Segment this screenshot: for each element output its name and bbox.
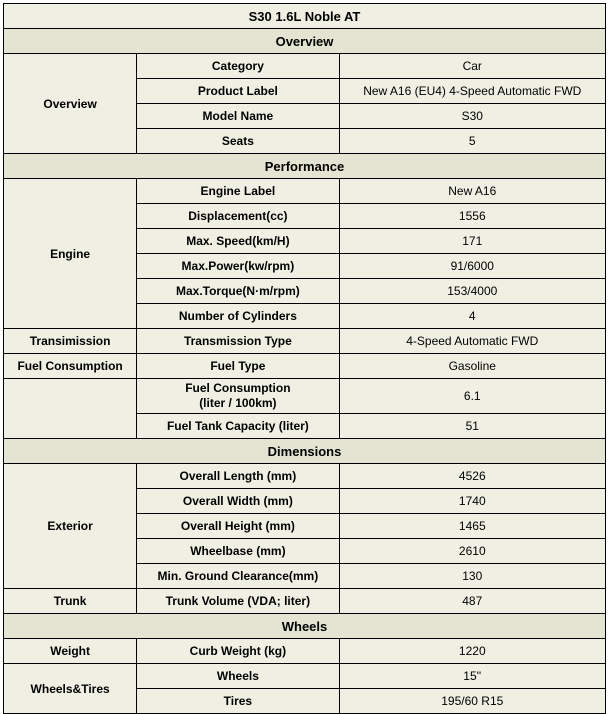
row-label: Category <box>137 54 339 79</box>
row-value: 1220 <box>339 639 605 664</box>
table-row <box>4 614 606 639</box>
row-value: 487 <box>339 589 605 614</box>
row-value: 195/60 R15 <box>339 689 605 714</box>
row-value: 4-Speed Automatic FWD <box>339 329 605 354</box>
row-value: 1740 <box>339 489 605 514</box>
group-label-engine: Engine <box>4 179 137 329</box>
section-header-wheels: Wheels <box>4 614 606 639</box>
row-label: Overall Width (mm) <box>137 489 339 514</box>
table-row <box>4 329 606 354</box>
table-row <box>4 639 606 664</box>
row-label: Product Label <box>137 79 339 104</box>
table-row <box>4 439 606 464</box>
row-label: Overall Length (mm) <box>137 464 339 489</box>
row-value: 153/4000 <box>339 279 605 304</box>
table-row <box>4 29 606 54</box>
page-title: S30 1.6L Noble AT <box>4 4 606 29</box>
row-value: Gasoline <box>339 354 605 379</box>
row-label: Tires <box>137 689 339 714</box>
row-label: Max.Power(kw/rpm) <box>137 254 339 279</box>
table-row <box>4 589 606 614</box>
row-value: Car <box>339 54 605 79</box>
row-value: 4 <box>339 304 605 329</box>
table-row <box>4 179 606 204</box>
table-row <box>4 379 606 414</box>
table-row <box>4 464 606 489</box>
row-value: New A16 <box>339 179 605 204</box>
row-value: New A16 (EU4) 4-Speed Automatic FWD <box>339 79 605 104</box>
row-value: 91/6000 <box>339 254 605 279</box>
row-value: 15'' <box>339 664 605 689</box>
row-label: Min. Ground Clearance(mm) <box>137 564 339 589</box>
row-value: 5 <box>339 129 605 154</box>
row-label: Displacement(cc) <box>137 204 339 229</box>
row-value: 171 <box>339 229 605 254</box>
row-label: Wheels <box>137 664 339 689</box>
row-label: Engine Label <box>137 179 339 204</box>
row-label: Curb Weight (kg) <box>137 639 339 664</box>
row-label <box>137 379 339 414</box>
row-label: Seats <box>137 129 339 154</box>
vehicle-specification-table <box>3 3 606 714</box>
row-value: 2610 <box>339 539 605 564</box>
row-label: Model Name <box>137 104 339 129</box>
table-row <box>4 154 606 179</box>
row-value: 130 <box>339 564 605 589</box>
group-label-fuel-consumption: Fuel Consumption <box>4 354 137 379</box>
row-label: Overall Height (mm) <box>137 514 339 539</box>
group-label-wheels-tires: Wheels&Tires <box>4 664 137 714</box>
row-value: 1465 <box>339 514 605 539</box>
row-value: 51 <box>339 414 605 439</box>
group-label-transmission: Transimission <box>4 329 137 354</box>
row-label: Wheelbase (mm) <box>137 539 339 564</box>
row-label: Number of Cylinders <box>137 304 339 329</box>
row-label: Fuel Type <box>137 354 339 379</box>
row-value: 1556 <box>339 204 605 229</box>
group-label-trunk: Trunk <box>4 589 137 614</box>
section-header-overview: Overview <box>4 29 606 54</box>
section-header-dimensions: Dimensions <box>4 439 606 464</box>
row-value: 6.1 <box>339 379 605 414</box>
group-label-overview: Overview <box>4 54 137 154</box>
row-label: Transmission Type <box>137 329 339 354</box>
table-row <box>4 354 606 379</box>
table-row <box>4 4 606 29</box>
row-value: 4526 <box>339 464 605 489</box>
group-label-fuel-spacer <box>4 379 137 439</box>
section-header-performance: Performance <box>4 154 606 179</box>
row-label: Max. Speed(km/H) <box>137 229 339 254</box>
row-label: Fuel Tank Capacity (liter) <box>137 414 339 439</box>
group-label-exterior: Exterior <box>4 464 137 589</box>
row-label: Trunk Volume (VDA; liter) <box>137 589 339 614</box>
row-value: S30 <box>339 104 605 129</box>
table-row <box>4 54 606 79</box>
row-label-line1: Fuel Consumption <box>185 381 291 395</box>
row-label-line2: (liter / 100km) <box>199 396 277 410</box>
row-label: Max.Torque(N·m/rpm) <box>137 279 339 304</box>
group-label-weight: Weight <box>4 639 137 664</box>
table-row <box>4 664 606 689</box>
